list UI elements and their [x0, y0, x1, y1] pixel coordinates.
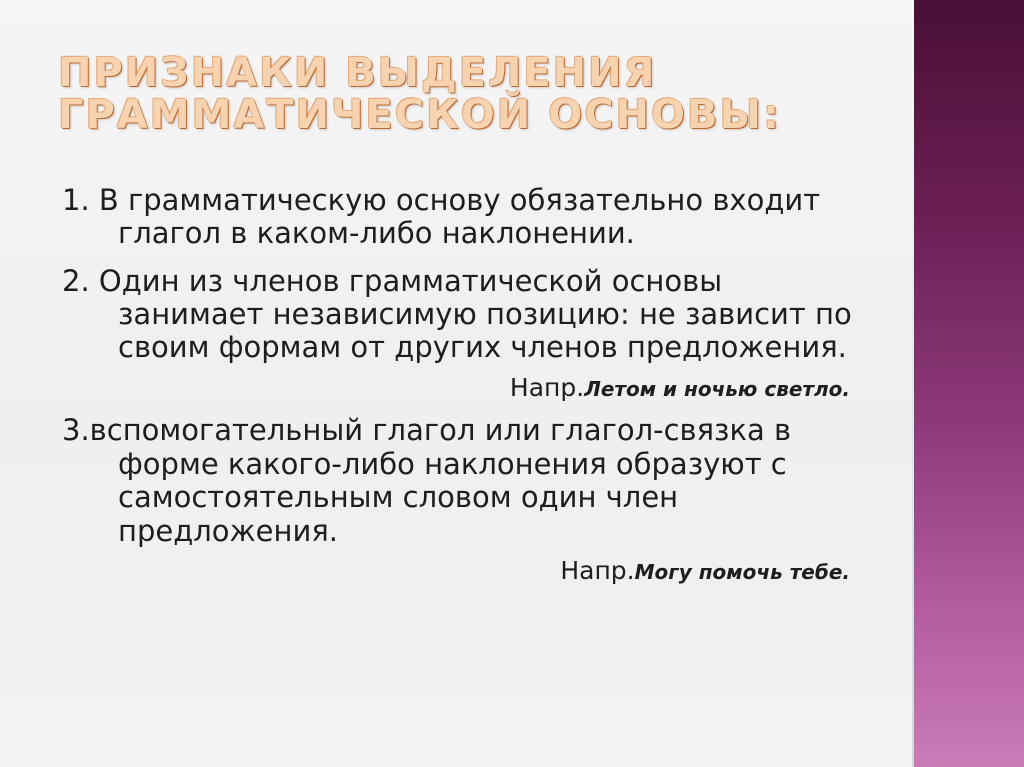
example-text-1: Летом и ночью светло. [584, 376, 850, 401]
example-text-2: Могу помочь тебе. [634, 559, 850, 584]
list-item-number-3: 3. [62, 413, 90, 448]
slide-title: ПРИЗНАКИ ВЫДЕЛЕНИЯ ГРАММАТИЧЕСКОЙ ОСНОВЫ: [58, 50, 781, 139]
list-item-3 [62, 414, 874, 547]
example-2 [62, 557, 874, 586]
example-prefix-1: Напр. [509, 372, 585, 402]
list-item-text-2: Один из членов грамматической основы занимает независимую позицию: не зависит по своим формам от других членов предложения. [89, 263, 852, 365]
list-item-text-3: вспомогательный глагол или глагол-связка в форме какого-либо наклонения образуют с самостоятельным словом один член предложения. [89, 413, 792, 548]
example-1 [62, 374, 874, 403]
side-decorative-band [914, 0, 1024, 767]
list-item-text-1: В грамматическую основу обязательно входит глагол в каком-либо наклонении. [89, 183, 821, 251]
list-item-1 [62, 184, 874, 251]
list-item-number-1: 1. [62, 183, 90, 217]
slide-content [62, 184, 874, 586]
list-item-2 [62, 265, 874, 365]
example-prefix-2: Напр. [560, 555, 635, 585]
list-item-number-2: 2. [62, 263, 90, 298]
side-band-divider [912, 0, 914, 767]
